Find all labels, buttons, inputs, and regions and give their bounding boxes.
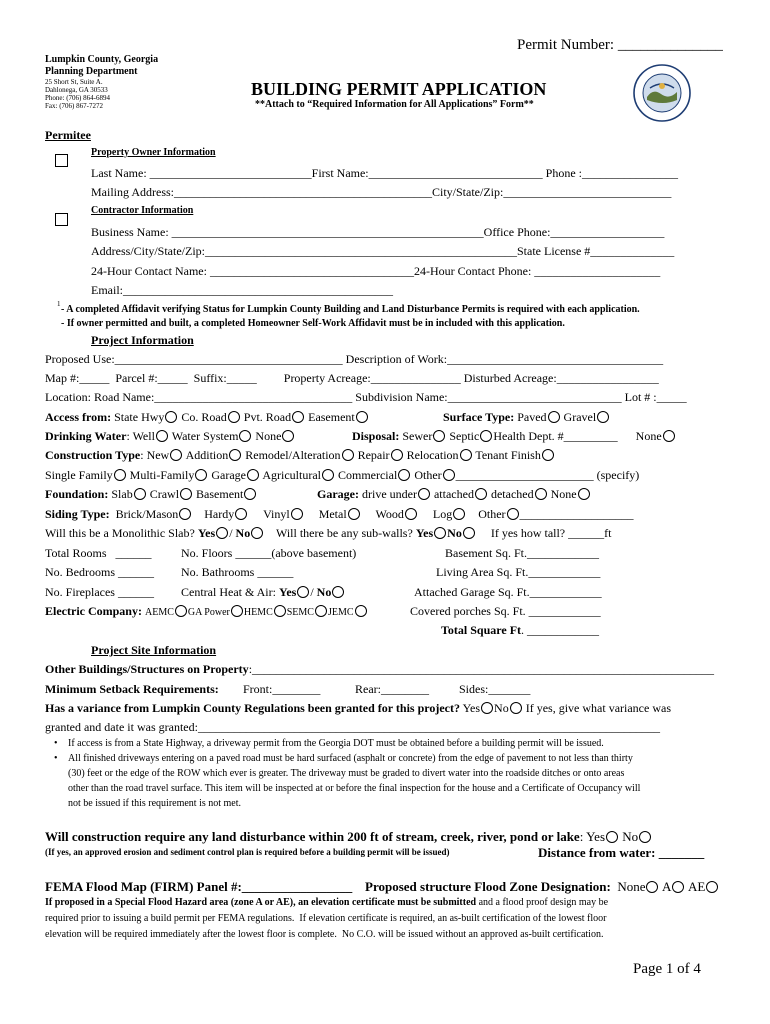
flood-zone-row xyxy=(365,879,719,894)
hvac-no: No xyxy=(316,585,332,599)
ctype-remodel-radio[interactable] xyxy=(342,449,354,461)
siding-brick: Brick/Mason xyxy=(115,507,179,521)
drinking-water-system: Water System xyxy=(171,429,239,443)
disturbance-yes-radio[interactable] xyxy=(606,831,618,843)
bullet-driveway-surface-1: All finished driveways entering on a paved road must be hard surfaced (asphalt or concrete) from the edge of pavement to not less than thirty xyxy=(68,753,633,764)
construction-type-row xyxy=(45,448,555,462)
use-other: Other xyxy=(414,468,442,482)
ctype-repair-radio[interactable] xyxy=(391,449,403,461)
use-other-radio[interactable] xyxy=(443,469,455,481)
foundation-slab: Slab xyxy=(111,487,133,501)
setback-sides[interactable]: Sides:_______ xyxy=(459,682,531,696)
disposal-none: None xyxy=(635,429,662,443)
siding-hardy-radio[interactable] xyxy=(235,508,247,520)
siding-wood: Wood xyxy=(375,507,404,521)
foundation-basement: Basement xyxy=(196,487,244,501)
ctype-relocation-radio[interactable] xyxy=(460,449,472,461)
ctype-repair: Repair xyxy=(357,448,390,462)
electric-hemc: HEMC xyxy=(243,607,273,618)
garage-attached: attached xyxy=(433,487,474,501)
other-buildings-label: Other Buildings/Structures on Property xyxy=(45,662,249,676)
surface-label: Surface Type: xyxy=(443,410,515,424)
affidavit-note-2: - If owner permitted and built, a completed Homeowner Self-Work Affidavit must be in included with this application. xyxy=(61,318,565,329)
siding-vinyl: Vinyl xyxy=(263,507,290,521)
living-sqft[interactable]: Living Area Sq. Ft.____________ xyxy=(436,565,601,579)
setback-front[interactable]: Front:________ xyxy=(243,682,321,696)
use-agricultural: Agricultural xyxy=(262,468,321,482)
siding-metal-radio[interactable] xyxy=(348,508,360,520)
address-line-2: Dahlonega, GA 30533 xyxy=(45,86,108,94)
disposal-septic: Septic xyxy=(449,429,480,443)
foundation-basement-radio[interactable] xyxy=(244,488,256,500)
foundation-slab-radio[interactable] xyxy=(134,488,146,500)
garage-attached-radio[interactable] xyxy=(475,488,487,500)
affidavit-note-1: - A completed Affidavit verifying Status for Lumpkin County Building and Land Disturbance Permits is required with each application. xyxy=(61,304,640,315)
hvac-label: Central Heat & Air: xyxy=(181,585,276,599)
flood-zone-label: Proposed structure Flood Zone Designation: xyxy=(365,879,611,894)
surface-gravel: Gravel xyxy=(563,410,597,424)
electric-semc-radio[interactable] xyxy=(315,605,327,617)
ctype-addition: Addition xyxy=(185,448,229,462)
bullet-driveway-permit: If access is from a State Highway, a driveway permit from the Georgia DOT must be obtained before a building permit will be issued. xyxy=(68,738,604,749)
address-line-1: 25 Short St, Suite A. xyxy=(45,78,103,86)
zone-ae: AE xyxy=(687,879,706,894)
siding-vinyl-radio[interactable] xyxy=(291,508,303,520)
location-line[interactable]: Location: Road Name:_________________________________ Subdivision Name:_____________________________ Lot # :_____ xyxy=(45,390,687,404)
ctype-new-radio[interactable] xyxy=(170,449,182,461)
flood-para-3: elevation will be required immediately after the lowest floor is complete. No C.O. will be issued without an approved as-built certification. xyxy=(45,929,604,940)
electric-ga-power-radio[interactable] xyxy=(231,605,243,617)
access-co-road: Co. Road xyxy=(181,410,227,424)
drinking-row xyxy=(45,429,295,443)
variance-row xyxy=(45,701,671,715)
fax-line: Fax: (706) 867-7272 xyxy=(45,102,103,110)
siding-wood-radio[interactable] xyxy=(405,508,417,520)
ctype-addition-radio[interactable] xyxy=(229,449,241,461)
access-easement-radio[interactable] xyxy=(356,411,368,423)
department-name: Planning Department xyxy=(45,66,138,77)
subwall-question: Will there be any sub-walls? xyxy=(276,526,413,540)
drinking-none-radio[interactable] xyxy=(282,430,294,442)
disturbance-no: No xyxy=(622,829,639,844)
use-single-family-radio[interactable] xyxy=(114,469,126,481)
ctype-remodel: Remodel/Alteration xyxy=(245,448,341,462)
drinking-label: Drinking Water xyxy=(45,429,127,443)
floors[interactable]: No. Floors ______(above basement) xyxy=(181,546,357,560)
electric-semc: SEMC xyxy=(286,607,314,618)
other-buildings-field[interactable]: :_____________________________________________________________________________ xyxy=(248,662,715,676)
variance-tail: If yes, give what variance was xyxy=(525,701,671,715)
use-multi-family-radio[interactable] xyxy=(195,469,207,481)
siding-other-specify[interactable]: ___________________ xyxy=(519,507,634,521)
zone-none-radio[interactable] xyxy=(646,881,658,893)
page-number: Page 1 of 4 xyxy=(633,961,701,977)
zone-a-radio[interactable] xyxy=(672,881,684,893)
surface-paved-radio[interactable] xyxy=(548,411,560,423)
hvac-no-radio[interactable] xyxy=(332,586,344,598)
county-seal-icon xyxy=(633,64,691,122)
fireplaces[interactable]: No. Fireplaces ______ xyxy=(45,585,154,599)
disposal-label: Disposal: xyxy=(352,429,400,443)
garage-label: Garage: xyxy=(317,487,359,501)
monolithic-row: Will this be a Monolithic Slab? Yes / No Will there be any sub-walls? Yes No If yes how tall? ______ft xyxy=(45,526,612,540)
bullet-driveway-surface-2: (30) feet or the edge of the ROW which ever is greater. The driveway must be graded to divert water into the roadside ditches or onto areas xyxy=(68,768,625,779)
flood-para-1 xyxy=(45,897,608,909)
disposal-septic-radio[interactable] xyxy=(480,430,492,442)
map-parcel-line[interactable]: Map #:_____ Parcel #:_____ Suffix:_____ Property Acreage:_______________ Disturbed Acreage:_________________ xyxy=(45,371,659,385)
disturbance-no-radio[interactable] xyxy=(639,831,651,843)
disturbance-question: Will construction require any land disturbance within 200 ft of stream, creek, river, pond or lake xyxy=(45,829,580,844)
drinking-water-system-radio[interactable] xyxy=(239,430,251,442)
variance-question: Has a variance from Lumpkin County Regulations been granted for this project? xyxy=(45,701,461,715)
siding-other: Other xyxy=(478,507,506,521)
building-use-row xyxy=(45,468,639,482)
monolithic-no: No xyxy=(235,526,251,540)
monolithic-question: Will this be a Monolithic Slab? xyxy=(45,526,195,540)
ctype-tenant-finish: Tenant Finish xyxy=(475,448,541,462)
hvac-yes-radio[interactable] xyxy=(297,586,309,598)
total-sqft-field[interactable]: . ____________ xyxy=(521,623,600,637)
foundation-crawl-radio[interactable] xyxy=(180,488,192,500)
access-row xyxy=(45,410,369,424)
access-pvt-road: Pvt. Road xyxy=(243,410,292,424)
monolithic-yes-radio[interactable] xyxy=(216,527,228,539)
drinking-none: None xyxy=(255,429,282,443)
electric-row xyxy=(45,604,368,619)
subwall-yes-radio[interactable] xyxy=(434,527,446,539)
variance-no: No xyxy=(494,701,509,715)
siding-row xyxy=(45,507,634,521)
bullet-dot-2: • xyxy=(54,753,58,764)
variance-yes: Yes xyxy=(462,701,481,715)
garage-row xyxy=(317,487,591,501)
total-sqft-row xyxy=(441,623,599,637)
access-easement: Easement xyxy=(308,410,355,424)
monolithic-no-radio[interactable] xyxy=(251,527,263,539)
distance-from-water[interactable]: Distance from water: _______ xyxy=(538,845,705,860)
ctype-relocation: Relocation xyxy=(406,448,459,462)
phone-line: Phone: (706) 864-6894 xyxy=(45,94,110,102)
use-other-specify[interactable]: _______________________ (specify) xyxy=(455,468,640,482)
porch-sqft[interactable]: Covered porches Sq. Ft. ____________ xyxy=(410,604,601,618)
garage-detached-radio[interactable] xyxy=(535,488,547,500)
subwall-yes: Yes xyxy=(415,526,434,540)
owner-name-line[interactable]: Last Name: ___________________________First Name:_____________________________ Phone :________________ xyxy=(91,166,678,180)
flood-para-2: required prior to issuing a build permit per FEMA regulations. If elevation certificate is required, an as-built certification of the lowest floor xyxy=(45,913,607,924)
use-agricultural-radio[interactable] xyxy=(322,469,334,481)
garage-detached: detached xyxy=(490,487,534,501)
electric-jemc: JEMC xyxy=(327,607,354,618)
access-co-road-radio[interactable] xyxy=(228,411,240,423)
contractor-contact-line[interactable]: 24-Hour Contact Name: __________________________________24-Hour Contact Phone: _____________________ xyxy=(91,264,661,278)
ctype-new: : New xyxy=(140,448,170,462)
zone-none: None xyxy=(617,879,646,894)
disposal-row xyxy=(352,429,676,443)
siding-other-radio[interactable] xyxy=(507,508,519,520)
surface-paved: Paved xyxy=(517,410,547,424)
total-rooms[interactable]: Total Rooms ______ xyxy=(45,546,152,560)
disposal-sewer: Sewer xyxy=(402,429,433,443)
permitee-heading: Permitee xyxy=(45,128,91,142)
variance-details[interactable]: granted and date it was granted:_____________________________________________________________________________ xyxy=(45,720,660,734)
owner-checkbox[interactable] xyxy=(55,154,68,167)
foundation-label: Foundation: xyxy=(45,487,109,501)
garage-drive-under: drive under xyxy=(361,487,417,501)
flood-para-1-bold: If proposed in a Special Flood Hazard area (zone A or AE), an elevation certificate must be submitted xyxy=(45,897,477,908)
access-label: Access from: xyxy=(45,410,112,424)
use-single-family: Single Family xyxy=(45,468,113,482)
zone-ae-radio[interactable] xyxy=(706,881,718,893)
use-garage-radio[interactable] xyxy=(247,469,259,481)
garage-none: None xyxy=(550,487,577,501)
disturbance-yes: Yes xyxy=(586,829,606,844)
foundation-crawl: Crawl xyxy=(149,487,180,501)
electric-aemc: AEMC xyxy=(144,607,174,618)
setback-label: Minimum Setback Requirements: xyxy=(45,682,219,696)
use-commercial-radio[interactable] xyxy=(398,469,410,481)
access-state-hwy-radio[interactable] xyxy=(165,411,177,423)
disposal-none-radio[interactable] xyxy=(663,430,675,442)
project-info-heading: Project Information xyxy=(91,333,194,347)
contractor-address-line[interactable]: Address/City/State/Zip:____________________________________________________State License #______________ xyxy=(91,244,675,258)
other-buildings-row xyxy=(45,662,714,676)
note-superscript: 1 xyxy=(57,300,61,308)
owner-info-heading: Property Owner Information xyxy=(91,147,216,158)
owner-address-line[interactable]: Mailing Address:___________________________________________City/State/Zip:____________________________ xyxy=(91,185,672,199)
site-info-heading: Project Site Information xyxy=(91,643,217,657)
disposal-health-dept[interactable]: Health Dept. #_________ xyxy=(493,429,618,443)
surface-gravel-radio[interactable] xyxy=(597,411,609,423)
drinking-well: : Well xyxy=(126,429,155,443)
foundation-row xyxy=(45,487,257,501)
use-commercial: Commercial xyxy=(337,468,398,482)
contractor-checkbox[interactable] xyxy=(55,213,68,226)
disposal-sewer-radio[interactable] xyxy=(433,430,445,442)
erosion-plan-note: (If yes, an approved erosion and sediment control plan is required before a building permit will be issued) xyxy=(45,847,450,857)
disturbance-row: Will construction require any land disturbance within 200 ft of stream, creek, river, pond or lake: Yes No xyxy=(45,829,652,844)
subwall-height[interactable]: If yes how tall? ______ft xyxy=(490,526,612,540)
garage-none-radio[interactable] xyxy=(578,488,590,500)
total-sqft-label: Total Square Ft xyxy=(441,623,522,637)
bedrooms[interactable]: No. Bedrooms ______ xyxy=(45,565,154,579)
electric-hemc-radio[interactable] xyxy=(274,605,286,617)
form-title: BUILDING PERMIT APPLICATION xyxy=(251,79,547,99)
drinking-well-radio[interactable] xyxy=(156,430,168,442)
variance-yes-radio[interactable] xyxy=(481,702,493,714)
permit-number: Permit Number: ______________ xyxy=(517,37,723,53)
basement-sqft[interactable]: Basement Sq. Ft.____________ xyxy=(445,546,600,560)
flood-para-1-rest: and a flood proof design may be xyxy=(476,897,609,908)
electric-jemc-radio[interactable] xyxy=(355,605,367,617)
siding-hardy: Hardy xyxy=(204,507,235,521)
use-garage: Garage xyxy=(211,468,246,482)
hvac-yes: Yes xyxy=(278,585,297,599)
county-name: Lumpkin County, Georgia xyxy=(45,54,159,65)
ctype-tenant-finish-radio[interactable] xyxy=(542,449,554,461)
bullet-driveway-surface-3: other than the road travel surface. This item will be inspected at or before the final inspection for the house and a Certificate of Occupancy will xyxy=(68,783,641,794)
proposed-use-line[interactable]: Proposed Use:______________________________________ Description of Work:____________________________________ xyxy=(45,352,664,366)
electric-ga-power: GA Power xyxy=(187,607,230,618)
setback-rear[interactable]: Rear:________ xyxy=(355,682,429,696)
siding-log: Log xyxy=(432,507,453,521)
variance-no-radio[interactable] xyxy=(510,702,522,714)
monolithic-yes: Yes xyxy=(197,526,216,540)
bullet-dot-1: • xyxy=(54,738,58,749)
surface-row xyxy=(443,410,610,424)
siding-log-radio[interactable] xyxy=(453,508,465,520)
garage-drive-under-radio[interactable] xyxy=(418,488,430,500)
contractor-info-heading: Contractor Information xyxy=(91,205,194,216)
subwall-no: No xyxy=(447,526,462,540)
zone-a: A xyxy=(662,879,672,894)
contractor-email-line[interactable]: Email:_____________________________________________ xyxy=(91,283,393,297)
fema-panel[interactable]: FEMA Flood Map (FIRM) Panel #:_________________ xyxy=(45,879,353,894)
electric-label: Electric Company: xyxy=(45,604,142,618)
siding-metal: Metal xyxy=(318,507,347,521)
bathrooms[interactable]: No. Bathrooms ______ xyxy=(181,565,294,579)
hvac-row: Central Heat & Air: Yes / No xyxy=(181,585,345,599)
siding-brick-radio[interactable] xyxy=(179,508,191,520)
form-subtitle: **Attach to “Required Information for All Applications” Form** xyxy=(255,99,534,110)
siding-label: Siding Type: xyxy=(45,507,110,521)
access-pvt-road-radio[interactable] xyxy=(292,411,304,423)
contractor-business-line[interactable]: Business Name: ____________________________________________________Office Phone:___________________ xyxy=(91,225,665,239)
use-multi-family: Multi-Family xyxy=(129,468,195,482)
garage-sqft[interactable]: Attached Garage Sq. Ft.____________ xyxy=(414,585,602,599)
construction-type-label: Construction Type xyxy=(45,448,141,462)
subwall-no-radio[interactable] xyxy=(463,527,475,539)
electric-aemc-radio[interactable] xyxy=(175,605,187,617)
access-state-hwy: State Hwy xyxy=(114,410,165,424)
bullet-driveway-surface-4: not be issued if this requirement is not met. xyxy=(68,798,242,809)
